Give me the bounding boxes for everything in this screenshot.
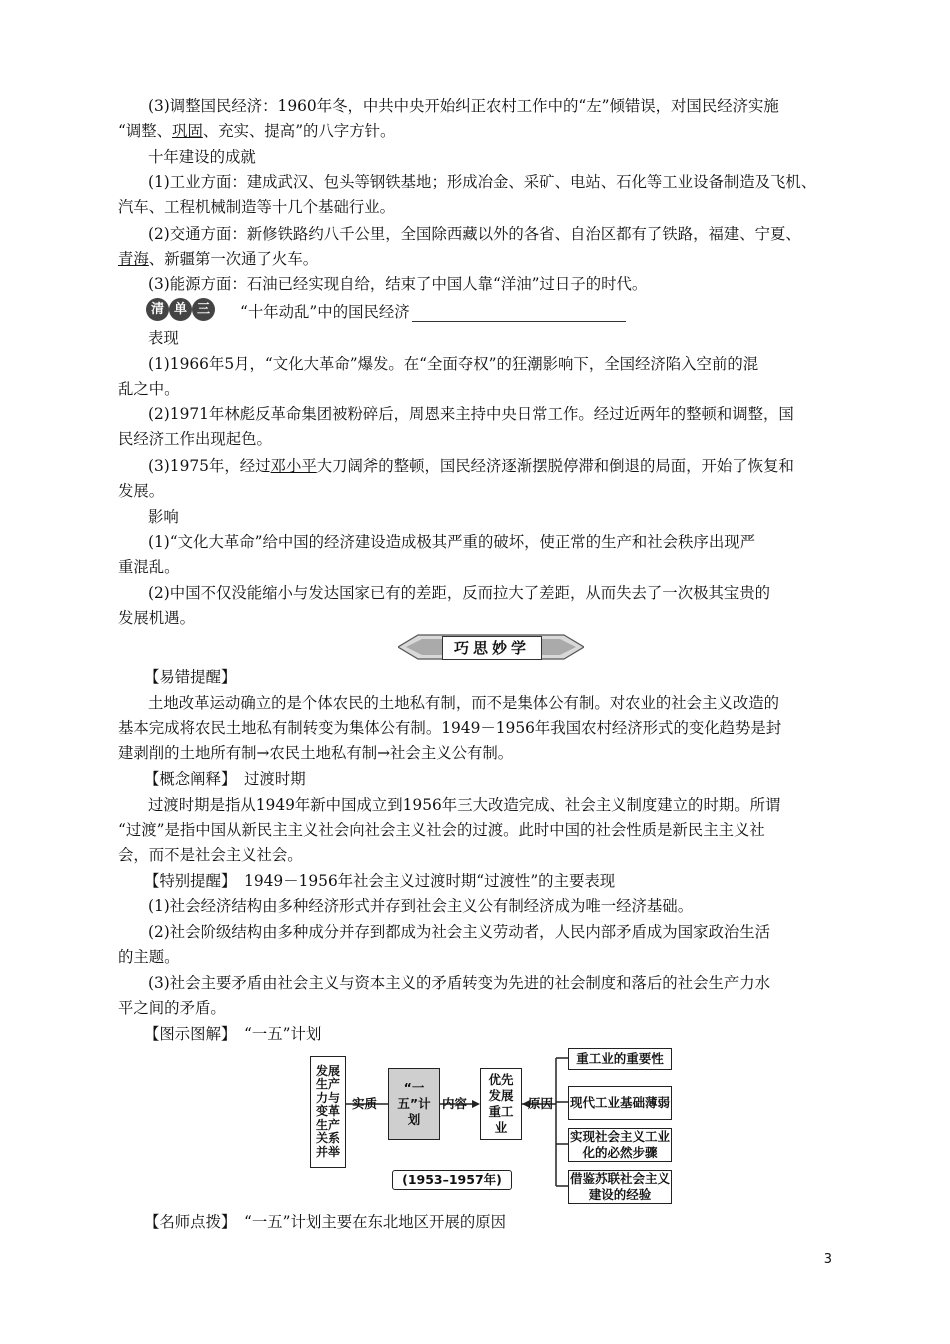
- underlined-term: 邓小平: [270, 457, 317, 475]
- text-line: (2)交通方面：新修铁路约八千公里，全国除西藏以外的各省、自治区都有了铁路，福建、宁夏、: [148, 225, 801, 243]
- section-badge: 清 单 三: [146, 298, 216, 322]
- period-box: (1953–1957年): [392, 1170, 512, 1190]
- underlined-term: 青海: [118, 250, 149, 268]
- text-line: 平之间的矛盾。: [118, 999, 226, 1017]
- text-line: “过渡”是指中国从新民主主义社会向社会主义社会的过渡。此时中国的社会性质是新民主主义社: [118, 821, 765, 839]
- text-line: 汽车、工程机械制造等十几个基础行业。: [118, 198, 396, 216]
- text-line: 乱之中。: [118, 380, 180, 398]
- text-line: 基本完成将农民土地私有制转变为集体公有制。1949－1956年我国农村经济形式的变化趋势是封: [118, 719, 782, 737]
- plan-diagram: [300, 1046, 680, 1208]
- page-number: 3: [823, 1252, 832, 1267]
- tip-heading: 【名师点拨】 “一五”计划主要在东北地区开展的原因: [144, 1213, 507, 1231]
- text-line: 发展。: [118, 482, 165, 500]
- content-box: 优先发展重工业: [480, 1068, 522, 1140]
- text-line: (3)调整国民经济：1960年冬，中共中央开始纠正农村工作中的“左”倾错误，对国民经济实施: [148, 97, 779, 115]
- text-line: 建剥削的土地所有制→农民土地私有制→社会主义公有制。: [118, 744, 514, 762]
- subheading: 影响: [148, 508, 179, 526]
- center-box: “一五”计划: [388, 1068, 440, 1140]
- tip-heading: 【图示图解】 “一五”计划: [144, 1025, 322, 1043]
- text-line: 青海、新疆第一次通了火车。: [118, 250, 319, 268]
- label-essence: 实质: [352, 1096, 378, 1111]
- reason-box: 实现社会主义工业化的必然步骤: [569, 1129, 670, 1160]
- text-line: (3)1975年，经过邓小平大刀阔斧的整顿，国民经济逐渐摆脱停滞和倒退的局面，开始了恢复和: [148, 457, 794, 475]
- text-line: (1)“文化大革命”给中国的经济建设造成极其严重的破坏，使正常的生产和社会秩序出现严: [148, 533, 755, 551]
- text-line: (3)社会主要矛盾由社会主义与资本主义的矛盾转变为先进的社会制度和落后的社会生产力水: [148, 974, 771, 992]
- text-line: (1)1966年5月，“文化大革命”爆发。在“全面夺权”的狂潮影响下，全国经济陷入空前的混: [148, 355, 759, 373]
- text-line: (1)社会经济结构由多种经济形式并存到社会主义公有制经济成为唯一经济基础。: [148, 897, 694, 915]
- reason-box: 现代工业基础薄弱: [568, 1086, 672, 1120]
- tip-heading: 【特别提醒】 1949－1956年社会主义过渡时期“过渡性”的主要表现: [144, 872, 616, 890]
- reason-box: 重工业的重要性: [568, 1048, 672, 1070]
- text-line: 的主题。: [118, 948, 180, 966]
- text-line: 土地改革运动确立的是个体农民的土地私有制，而不是集体公有制。对农业的社会主义改造的: [148, 694, 780, 712]
- text-line: (2)1971年林彪反革命集团被粉碎后，周恩来主持中央日常工作。经过近两年的整顿和调整，国: [148, 405, 794, 423]
- underlined-term: 巩固: [172, 122, 203, 140]
- subheading: 十年建设的成就: [148, 148, 256, 166]
- text-line: “调整、巩固、充实、提高”的八字方针。: [118, 122, 396, 140]
- text-line: 发展机遇。: [118, 609, 195, 627]
- reason-box: 借鉴苏联社会主义建设的经验: [569, 1171, 670, 1202]
- section-title: “十年动乱”中的国民经济: [240, 300, 950, 325]
- label-reason: 原因: [528, 1096, 554, 1111]
- subheading: 表现: [148, 329, 179, 347]
- text-line: 过渡时期是指从1949年新中国成立到1956年三大改造完成、社会主义制度建立的时期。所谓: [148, 796, 781, 814]
- text-line: (2)中国不仅没能缩小与发达国家已有的差距，反而拉大了差距，从而失去了一次极其宝贵的: [148, 584, 771, 602]
- left-box: 发展生产力与变革生产关系并举: [310, 1056, 346, 1168]
- tip-heading: 【概念阐释】 过渡时期: [144, 770, 306, 788]
- text-line: 重混乱。: [118, 558, 180, 576]
- text-line: 会，而不是社会主义社会。: [118, 846, 303, 864]
- text-line: (2)社会阶级结构由多种成分并存到都成为社会主义劳动者，人民内部矛盾成为国家政治生活: [148, 923, 771, 941]
- text-line: (3)能源方面：石油已经实现自给，结束了中国人靠“洋油”过日子的时代。: [148, 275, 648, 293]
- tip-heading: 【易错提醒】: [144, 668, 237, 686]
- section-banner: 巧思妙学: [398, 632, 584, 662]
- text-line: (1)工业方面：建成武汉、包头等钢铁基地；形成冶金、采矿、电站、石化等工业设备制造及飞机、: [148, 173, 817, 191]
- label-content: 内容: [442, 1096, 468, 1111]
- text-line: 民经济工作出现起色。: [118, 430, 272, 448]
